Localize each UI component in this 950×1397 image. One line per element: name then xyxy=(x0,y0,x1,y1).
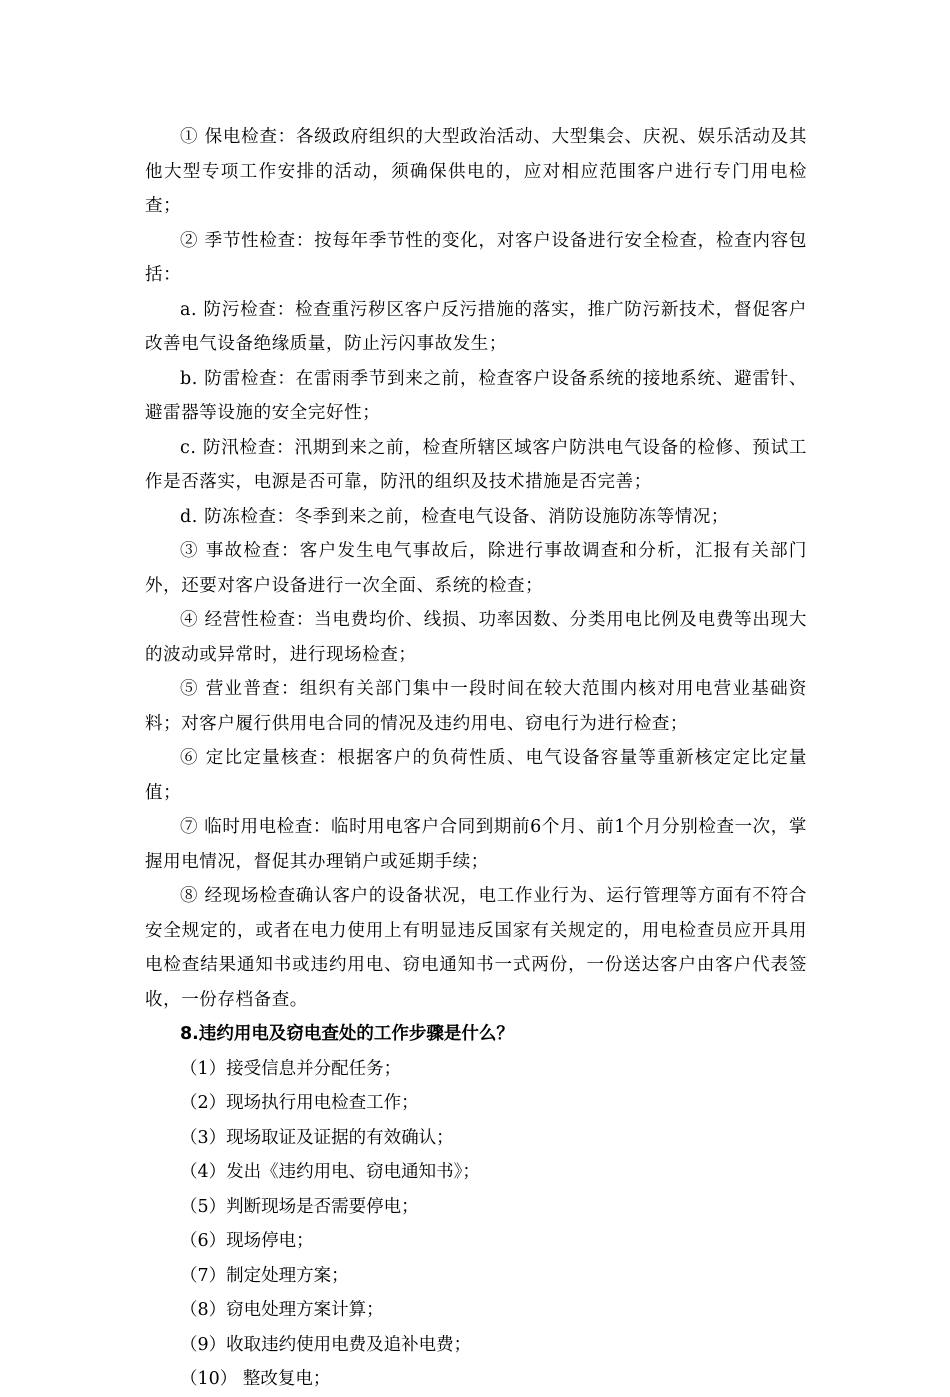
paragraph-general-survey: ⑤ 营业普查：组织有关部门集中一段时间在较大范围内核对用电营业基础资料；对客户履行供用电合同的情况及违约用电、窃电行为进行检查； xyxy=(145,679,807,734)
paragraph-temporary-check: ⑦ 临时用电检查：临时用电客户合同到期前6个月、前1个月分别检查一次，掌握用电情况，督促其办理销户或延期手续； xyxy=(145,817,807,872)
paragraph-baodian-check: ① 保电检查：各级政府组织的大型政治活动、大型集会、庆祝、娱乐活动及其他大型专项工作安排的活动，须确保供电的，应对相应范围客户进行专门用电检查； xyxy=(145,127,807,216)
paragraph-seasonal-check: ② 季节性检查：按每年季节性的变化，对客户设备进行安全检查，检查内容包括： xyxy=(145,230,807,285)
paragraph-lightning-check: b. 防雷检查：在雷雨季节到来之前，检查客户设备系统的接地系统、避雷针、避雷器等设施的安全完好性； xyxy=(145,368,807,423)
list-item: （6）现场停电； xyxy=(180,1231,314,1251)
document-page xyxy=(145,120,807,1397)
paragraph-business-check: ④ 经营性检查：当电费均价、线损、功率因数、分类用电比例及电费等出现大的波动或异常时，进行现场检查； xyxy=(145,610,807,665)
paragraph-pollution-check: a. 防污检查：检查重污秽区客户反污措施的落实，推广防污新技术，督促客户改善电气设备绝缘质量，防止污闪事故发生； xyxy=(145,299,807,354)
list-item: （4）发出《违约用电、窃电通知书》； xyxy=(180,1162,480,1182)
list-item: （10） 整改复电； xyxy=(180,1369,331,1389)
question-heading: 8.违约用电及窃电查处的工作步骤是什么？ xyxy=(180,1024,514,1044)
list-item: （7）制定处理方案； xyxy=(180,1265,349,1286)
paragraph-accident-check: ③ 事故检查：客户发生电气事故后，除进行事故调查和分析，汇报有关部门外，还要对客户设备进行一次全面、系统的检查； xyxy=(145,541,807,596)
list-item: （3）现场取证及证据的有效确认； xyxy=(180,1127,454,1148)
paragraph-onsite-result: ⑧ 经现场检查确认客户的设备状况，电工作业行为、运行管理等方面有不符合安全规定的，或者在电力使用上有明显违反国家有关规定的，用电检查员应开具用电检查结果通知书或违约用电、窃电通知书一式两份，一份送达客户由客户代表签收，一份存档备查。 xyxy=(145,886,807,1010)
list-item: （8）窃电处理方案计算； xyxy=(180,1300,384,1320)
steps-list xyxy=(145,1052,807,1397)
paragraph-ratio-check: ⑥ 定比定量核查：根据客户的负荷性质、电气设备容量等重新核定定比定量值； xyxy=(145,748,807,803)
list-item: （5）判断现场是否需要停电； xyxy=(180,1196,419,1217)
paragraph-flood-check: c. 防汛检查：汛期到来之前，检查所辖区域客户防洪电气设备的检修、预试工作是否落实，电源是否可靠，防汛的组织及技术措施是否完善； xyxy=(145,437,807,492)
list-item: （2）现场执行用电检查工作； xyxy=(180,1093,419,1113)
list-item: （1）接受信息并分配任务； xyxy=(180,1058,402,1079)
list-item: （9）收取违约使用电费及追补电费； xyxy=(180,1334,472,1355)
paragraph-freeze-check: d. 防冻检查：冬季到来之前，检查电气设备、消防设施防冻等情况； xyxy=(180,506,730,527)
